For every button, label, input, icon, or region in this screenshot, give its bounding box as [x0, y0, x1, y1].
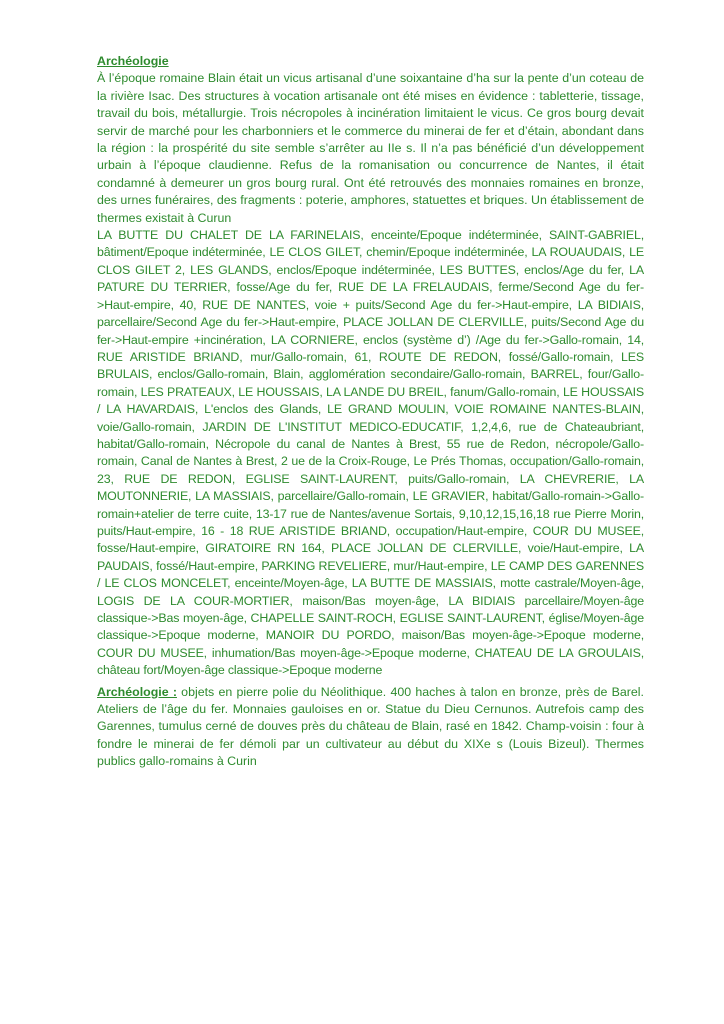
- section1-sites-list: LA BUTTE DU CHALET DE LA FARINELAIS, enceinte/Epoque indéterminée, SAINT-GABRIEL, bâtiment/Epoque indéterminée, LE CLOS GILET, chemin/Epoque indéterminée, LA ROUAUDAIS, LE CLOS GILET 2, LES GLANDS, enclos/Epoque indéterminée, LES BUTTES, enclos/Age du fer, LA PATURE DU TERRIER, fosse/Age du fer, RUE DE LA FRELAUDAIS, ferme/Second Age du fer->Haut-empire, 40, RUE DE NANTES, voie + puits/Second Age du fer->Haut-empire, LA BIDIAIS, parcellaire/Second Age du fer->Haut-empire, PLACE JOLLAN DE CLERVILLE, puits/Second Age du fer->Haut-empire +incinération, LA CORNIERE, enclos (système d’) /Age du fer->Gallo-romain, 14, RUE ARISTIDE BRIAND, mur/Gallo-romain, 61, ROUTE DE REDON, fossé/Gallo-romain, LES BRULAIS, enclos/Gallo-romain, Blain, agglomération secondaire/Gallo-romain, BARREL, four/Gallo-romain, LES PRATEAUX, LE HOUSSAIS, LA LANDE DU BREIL, fanum/Gallo-romain, LE HOUSSAIS / LA HAVARDAIS, L'enclos des Glands, LE GRAND MOULIN, VOIE ROMAINE NANTES-BLAIN, voie/Gallo-romain, JARDIN DE L'INSTITUT MEDICO-EDUCATIF, 1,2,4,6, rue de Chateaubriant, habitat/Gallo-romain, Nécropole du canal de Nantes à Brest, 55 rue de Redon, nécropole/Gallo-romain, Canal de Nantes à Brest, 2 ue de la Croix-Rouge, Le Prés Thomas, occupation/Gallo-romain, 23, RUE DE REDON, EGLISE SAINT-LAURENT, puits/Gallo-romain, LA CHEVRERIE, LA MOUTONNERIE, LA MASSIAIS, parcellaire/Gallo-romain, LE GRAVIER, habitat/Gallo-romain->Gallo-romain+atelier de terre cuite, 13-17 rue de Nantes/avenue Sortais, 9,10,12,15,16,18 rue Pierre Morin, puits/Haut-empire, 16 - 18 RUE ARISTIDE BRIAND, occupation/Haut-empire, COUR DU MUSEE, fosse/Haut-empire, GIRATOIRE RN 164, PLACE JOLLAN DE CLERVILLE, voie/Haut-empire, LA PAUDAIS, fossé/Haut-empire, PARKING REVELIERE, mur/Haut-empire, LE CAMP DES GARENNES / LE CLOS MONCELET, enceinte/Moyen-âge, LA BUTTE DE MASSIAIS, motte castrale/Moyen-âge, LOGIS DE LA COUR-MORTIER, maison/Bas moyen-âge, LA BIDIAIS parcellaire/Moyen-âge classique->Bas moyen-âge, CHAPELLE SAINT-ROCH, EGLISE SAINT-LAURENT, église/Moyen-âge classique->Epoque moderne, MANOIR DU PORDO, maison/Bas moyen-âge->Epoque moderne, COUR DU MUSEE, inhumation/Bas moyen-âge->Epoque moderne, CHATEAU DE LA GROULAIS, château fort/Moyen-âge classique->Epoque moderne: [97, 228, 644, 678]
- section2-body: objets en pierre polie du Néolithique. 400 haches à talon en bronze, près de Barel. Ateliers de l’âge du fer. Monnaies gauloises en or. Statue du Dieu Cernunos. Autrefois camp des Garennes, tumulus cerné de douves près du château de Blain, rasé en 1842. Champ-voisin : four à fondre le minerai de fer démoli par un cultivateur au début du XIXe s (Louis Bizeul). Thermes publics gallo-romains à Curin: [97, 684, 644, 769]
- section2-heading: Archéologie :: [97, 684, 177, 699]
- document-page: [97, 53, 644, 771]
- section1-intro-paragraph: À l’époque romaine Blain était un vicus artisanal d’une soixantaine d’ha sur la pente d’un coteau de la rivière Isac. Des structures à vocation artisanale ont été mises en évidence : tabletterie, tissage, travail du bois, métallurgie. Trois nécropoles à incinération limitaient le vicus. Ce gros bourg devait servir de marché pour les charbonniers et le commerce du minerai de fer et d’étain, abondant dans la région : la prospérité du site semble s’arrêter au IIe s. Il n’a pas bénéficié d’un développement urbain à l’époque claudienne. Refus de la romanisation ou concurrence de Nantes, il était condamné à demeurer un gros bourg rural. Ont été retrouvés des monnaies romaines en bronze, des urnes funéraires, des fragments : poterie, amphores, statuettes et briques. Un établissement de thermes existait à Curun: [97, 71, 644, 225]
- section1-heading: Archéologie: [97, 54, 169, 68]
- section2-paragraph: [97, 684, 644, 771]
